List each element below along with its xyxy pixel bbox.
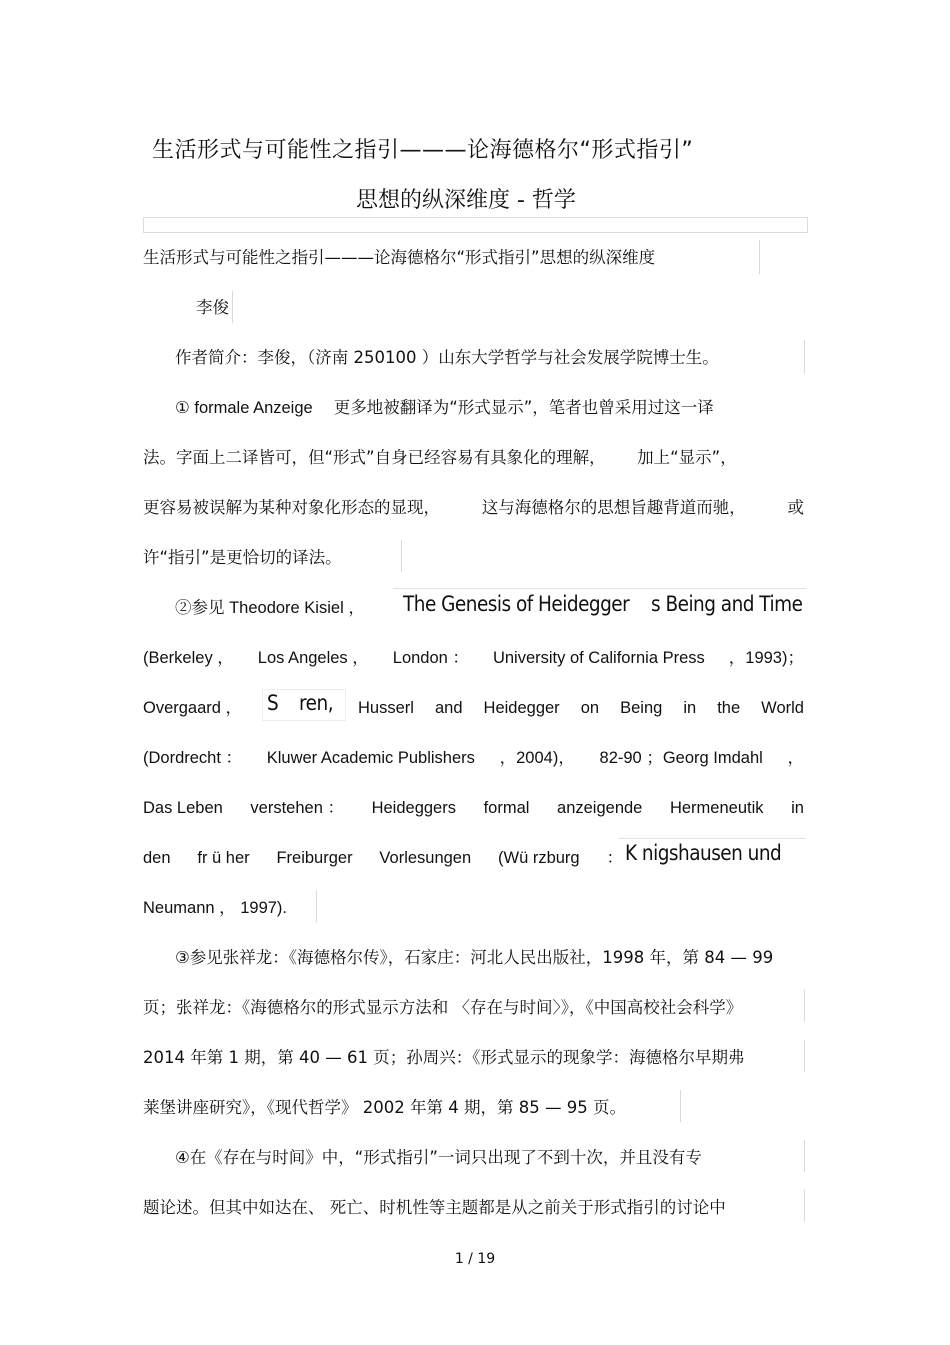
author-intro: 作者简介：李俊，（济南 250100 ）山东大学哲学与社会发展学院博士生。 [175, 348, 719, 367]
note1-text: 更多地被翻译为“形式显示”，笔者也曾采用过这一译 [333, 398, 714, 417]
note4-line2: 题论述。但其中如达在、 死亡、时机性等主题都是从之前关于形式指引的讨论中 [143, 1198, 726, 1217]
ref-text: Freiburger [276, 849, 353, 867]
page-number: 1 / 19 [454, 1251, 496, 1267]
subtitle: 生活形式与可能性之指引———论海德格尔“形式指引”思想的纵深维度 [143, 248, 656, 267]
text-edge-mark [759, 240, 760, 274]
author-name-image: S [267, 691, 279, 715]
note2-line3 [143, 691, 804, 719]
ref-text: verstehen ： [250, 799, 344, 817]
book-title-part1: The Genesis of Heidegger [403, 592, 630, 616]
ref-text: Los Angeles ， [257, 649, 369, 667]
ref-text: ： [606, 849, 623, 867]
publisher-name: K nigshausen und [625, 841, 782, 865]
ref-text: formal [483, 799, 530, 817]
book-title-part2: s Being and Time [651, 592, 803, 616]
note1-line1 [175, 397, 714, 419]
ref-text: Kluwer Academic Publishers [266, 749, 475, 767]
note1-line2 [143, 447, 737, 469]
ref-text: Overgaard ， [143, 699, 243, 717]
note2-text: ②参见 Theodore Kisiel ， [175, 599, 365, 617]
text-edge-mark [316, 890, 317, 922]
author-name: 李俊 [196, 298, 229, 317]
inline-image-frame [262, 689, 346, 721]
note1-term: ① formale Anzeige [175, 399, 313, 417]
note1-text: 这与海德格尔的思想旨趣背道而驰， [481, 498, 746, 517]
ref-text: (Berkeley ， [143, 649, 234, 667]
ref-text: Being [620, 699, 663, 717]
ref-text: Hermeneutik [669, 799, 764, 817]
ref-text: ， [787, 749, 804, 767]
ref-text: London ： [392, 649, 469, 667]
note1-text: 更容易被误解为某种对象化形态的显现， [143, 498, 440, 517]
note3-line4: 莱堡讲座研究》，《现代哲学》 2002 年第 4 期，第 85 — 95 页。 [143, 1098, 626, 1117]
document-title-line2: 思想的纵深维度 - 哲学 [356, 188, 576, 213]
ref-text: ，2004)， [499, 749, 575, 767]
note1-text: 法。字面上二译皆可，但“形式”自身已经容易有具象化的理解， [143, 448, 606, 467]
text-edge-mark [804, 1190, 805, 1222]
text-edge-mark [804, 340, 805, 374]
ref-text: University of California Press [492, 649, 705, 667]
text-edge-mark [680, 1090, 681, 1122]
ref-text: Das Leben [143, 799, 223, 817]
ref-text: 82-90 ；Georg Imdahl [599, 749, 763, 767]
document-title-line1: 生活形式与可能性之指引———论海德格尔“形式指引” [152, 138, 694, 163]
divider-box [143, 217, 808, 233]
text-edge-mark [804, 990, 805, 1022]
ref-text: Heideggers [371, 799, 456, 817]
text-edge-mark [232, 291, 233, 323]
ref-text: Heidegger [483, 699, 560, 717]
ref-text: World [761, 699, 804, 717]
ref-text: on [580, 699, 600, 717]
ref-text: the [717, 699, 741, 717]
note3-line1: ③参见张祥龙：《海德格尔传》，石家庄：河北人民出版社，1998 年，第 84 — 99 [175, 948, 774, 967]
author-name-image: ren, [299, 691, 334, 715]
book-title-words [358, 697, 804, 719]
note2-line4 [143, 747, 804, 769]
note1-line4: 许“指引”是更恰切的译法。 [143, 548, 342, 567]
ref-text: fr ü her [197, 849, 250, 867]
note2-line1 [175, 597, 365, 619]
publisher-image [619, 838, 806, 869]
note2-line6 [143, 847, 623, 869]
ref-text: anzeigende [557, 799, 643, 817]
ref-text: (Wü rzburg [498, 849, 580, 867]
note2-line7: Neumann ， 1997). [143, 899, 287, 917]
note3-line2: 页；张祥龙：《海德格尔的形式显示方法和 〈存在与时间〉》，《中国高校社会科学》 [143, 998, 743, 1017]
text-edge-mark [804, 1140, 805, 1172]
note1-text: 加上“显示”， [637, 448, 737, 467]
ref-text: in [683, 699, 697, 717]
book-title-image [393, 588, 806, 621]
text-edge-mark [804, 1040, 805, 1072]
ref-text: in [791, 799, 804, 817]
note4-line1: ④在《存在与时间》中，“形式指引”一词只出现了不到十次，并且没有专 [175, 1148, 702, 1167]
ref-text: den [143, 849, 171, 867]
note2-line5 [143, 797, 804, 819]
note1-line3 [143, 497, 804, 519]
ref-text: Vorlesungen [379, 849, 472, 867]
text-edge-mark [401, 540, 402, 572]
note1-text: 或 [787, 498, 804, 517]
ref-text: and [434, 699, 463, 717]
ref-text: (Dordrecht ： [143, 749, 243, 767]
note2-line2 [143, 647, 804, 669]
ref-text: Husserl [358, 699, 414, 717]
ref-text: ，1993)； [728, 649, 804, 667]
note3-line3: 2014 年第 1 期，第 40 — 61 页；孙周兴：《形式显示的现象学：海德格尔早期弗 [143, 1048, 745, 1067]
